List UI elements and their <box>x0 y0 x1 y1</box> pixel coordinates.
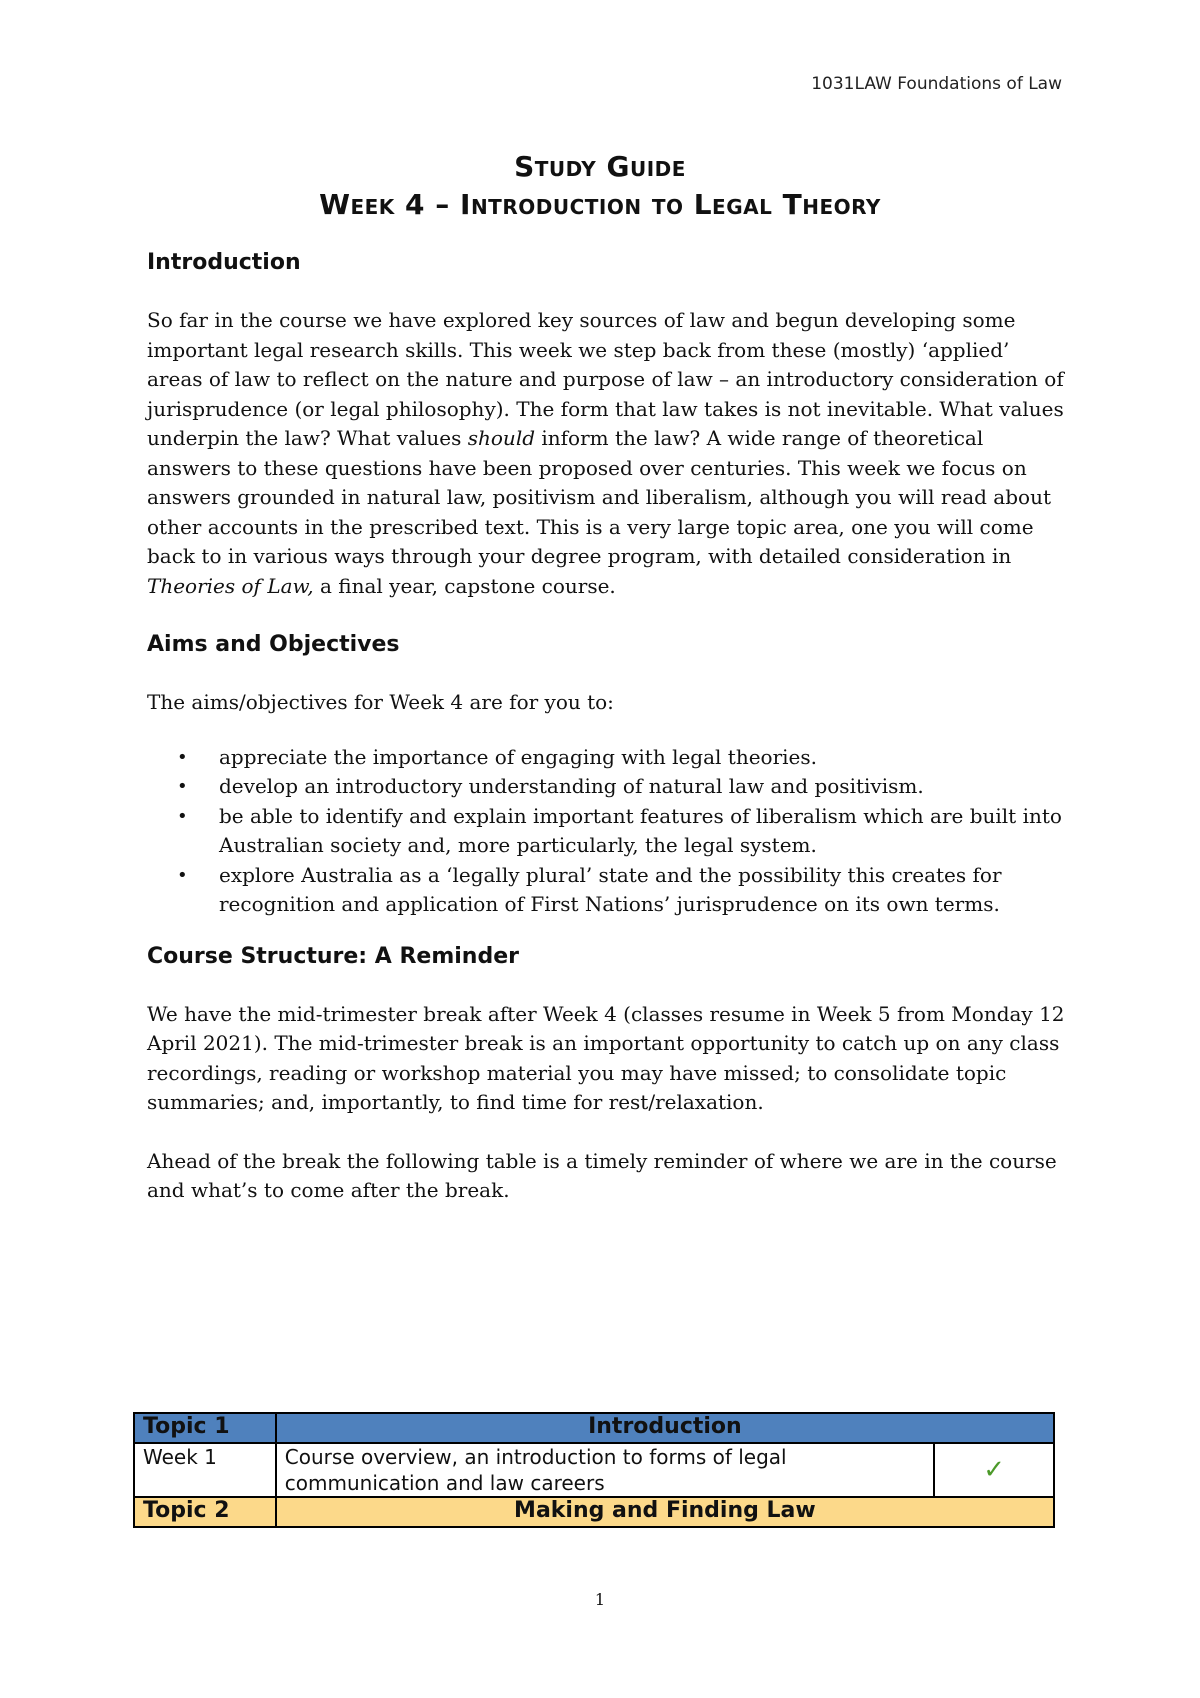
structure-paragraph-1: We have the mid-trimester break after Week 4 (classes resume in Week 5 from Monday 12 April 2021). The mid-trimester break is an important opportunity to catch up on any class recordings, reading or workshop material you may have missed; to consolidate topic summaries; and, importantly, to find time for rest/relaxation. <box>147 1001 1065 1114</box>
heading-introduction: Introduction <box>147 250 301 275</box>
topic-2-title: Making and Finding Law <box>276 1497 1054 1527</box>
bullet-icon: • <box>177 864 188 886</box>
topic-1-label: Topic 1 <box>134 1413 276 1443</box>
course-schedule-table <box>133 1412 1055 1528</box>
title-week: Week 4 – Introduction to Legal Theory <box>319 188 881 221</box>
title-study-guide: Study Guide <box>514 150 686 183</box>
running-header: 1031LAW Foundations of Law <box>811 74 1062 94</box>
table-row-topic-1 <box>134 1413 1054 1443</box>
page-number: 1 <box>594 1590 606 1609</box>
aims-intro: The aims/objectives for Week 4 are for you to: <box>147 690 614 714</box>
title-block <box>0 148 1200 224</box>
aims-list <box>147 743 1067 920</box>
list-item: • appreciate the importance of engaging with legal theories. <box>147 743 1067 773</box>
table-row-week-1 <box>134 1443 1054 1497</box>
week-1-label: Week 1 <box>134 1443 276 1497</box>
list-item: • be able to identify and explain important features of liberalism which are built into Australian society and, more particularly, the legal system. <box>177 803 1062 857</box>
emphasis-should: should <box>467 426 536 450</box>
heading-course-structure: Course Structure: A Reminder <box>147 943 519 969</box>
list-item: • develop an introductory understanding of natural law and positivism. <box>147 772 1067 802</box>
topic-1-title: Introduction <box>276 1413 1054 1443</box>
check-icon: ✓ <box>934 1443 1054 1497</box>
introduction-paragraph: So far in the course we have explored key sources of law and begun developing some important legal research skills. This week we step back from these (mostly) ‘applied’ areas of law to reflect on the nature and purpose of law – an introductory consideration of jurisprudence (or legal philosophy). The form that law takes is not inevitable. What values underpin the law? What values should inform the law? A wide range of theoretical answers to these questions have been proposed over centuries. This week we focus on answers grounded in natural law, positivism and liberalism, although you will read about other accounts in the prescribed text. This is a very large topic area, one you will come back to in various ways through your degree program, with detailed consideration in Theories of Law, a final year, capstone course. <box>147 308 1064 598</box>
bullet-icon: • <box>177 805 188 827</box>
week-1-description: Course overview, an introduction to forms of legal communication and law careers <box>276 1443 934 1497</box>
topic-2-label: Topic 2 <box>134 1497 276 1527</box>
heading-aims: Aims and Objectives <box>147 632 400 657</box>
bullet-icon: • <box>177 746 188 768</box>
list-item: • explore Australia as a ‘legally plural’ state and the possibility this creates for recognition and application of First Nations’ jurisprudence on its own terms. <box>177 862 1002 916</box>
body-content <box>147 248 1067 1206</box>
bullet-icon: • <box>177 776 188 797</box>
course-name-theories-of-law: Theories of Law, <box>147 573 314 598</box>
structure-paragraph-2: Ahead of the break the following table is a timely reminder of where we are in the course and what’s to come after the break. <box>147 1148 1057 1202</box>
table-row-topic-2 <box>134 1497 1054 1527</box>
